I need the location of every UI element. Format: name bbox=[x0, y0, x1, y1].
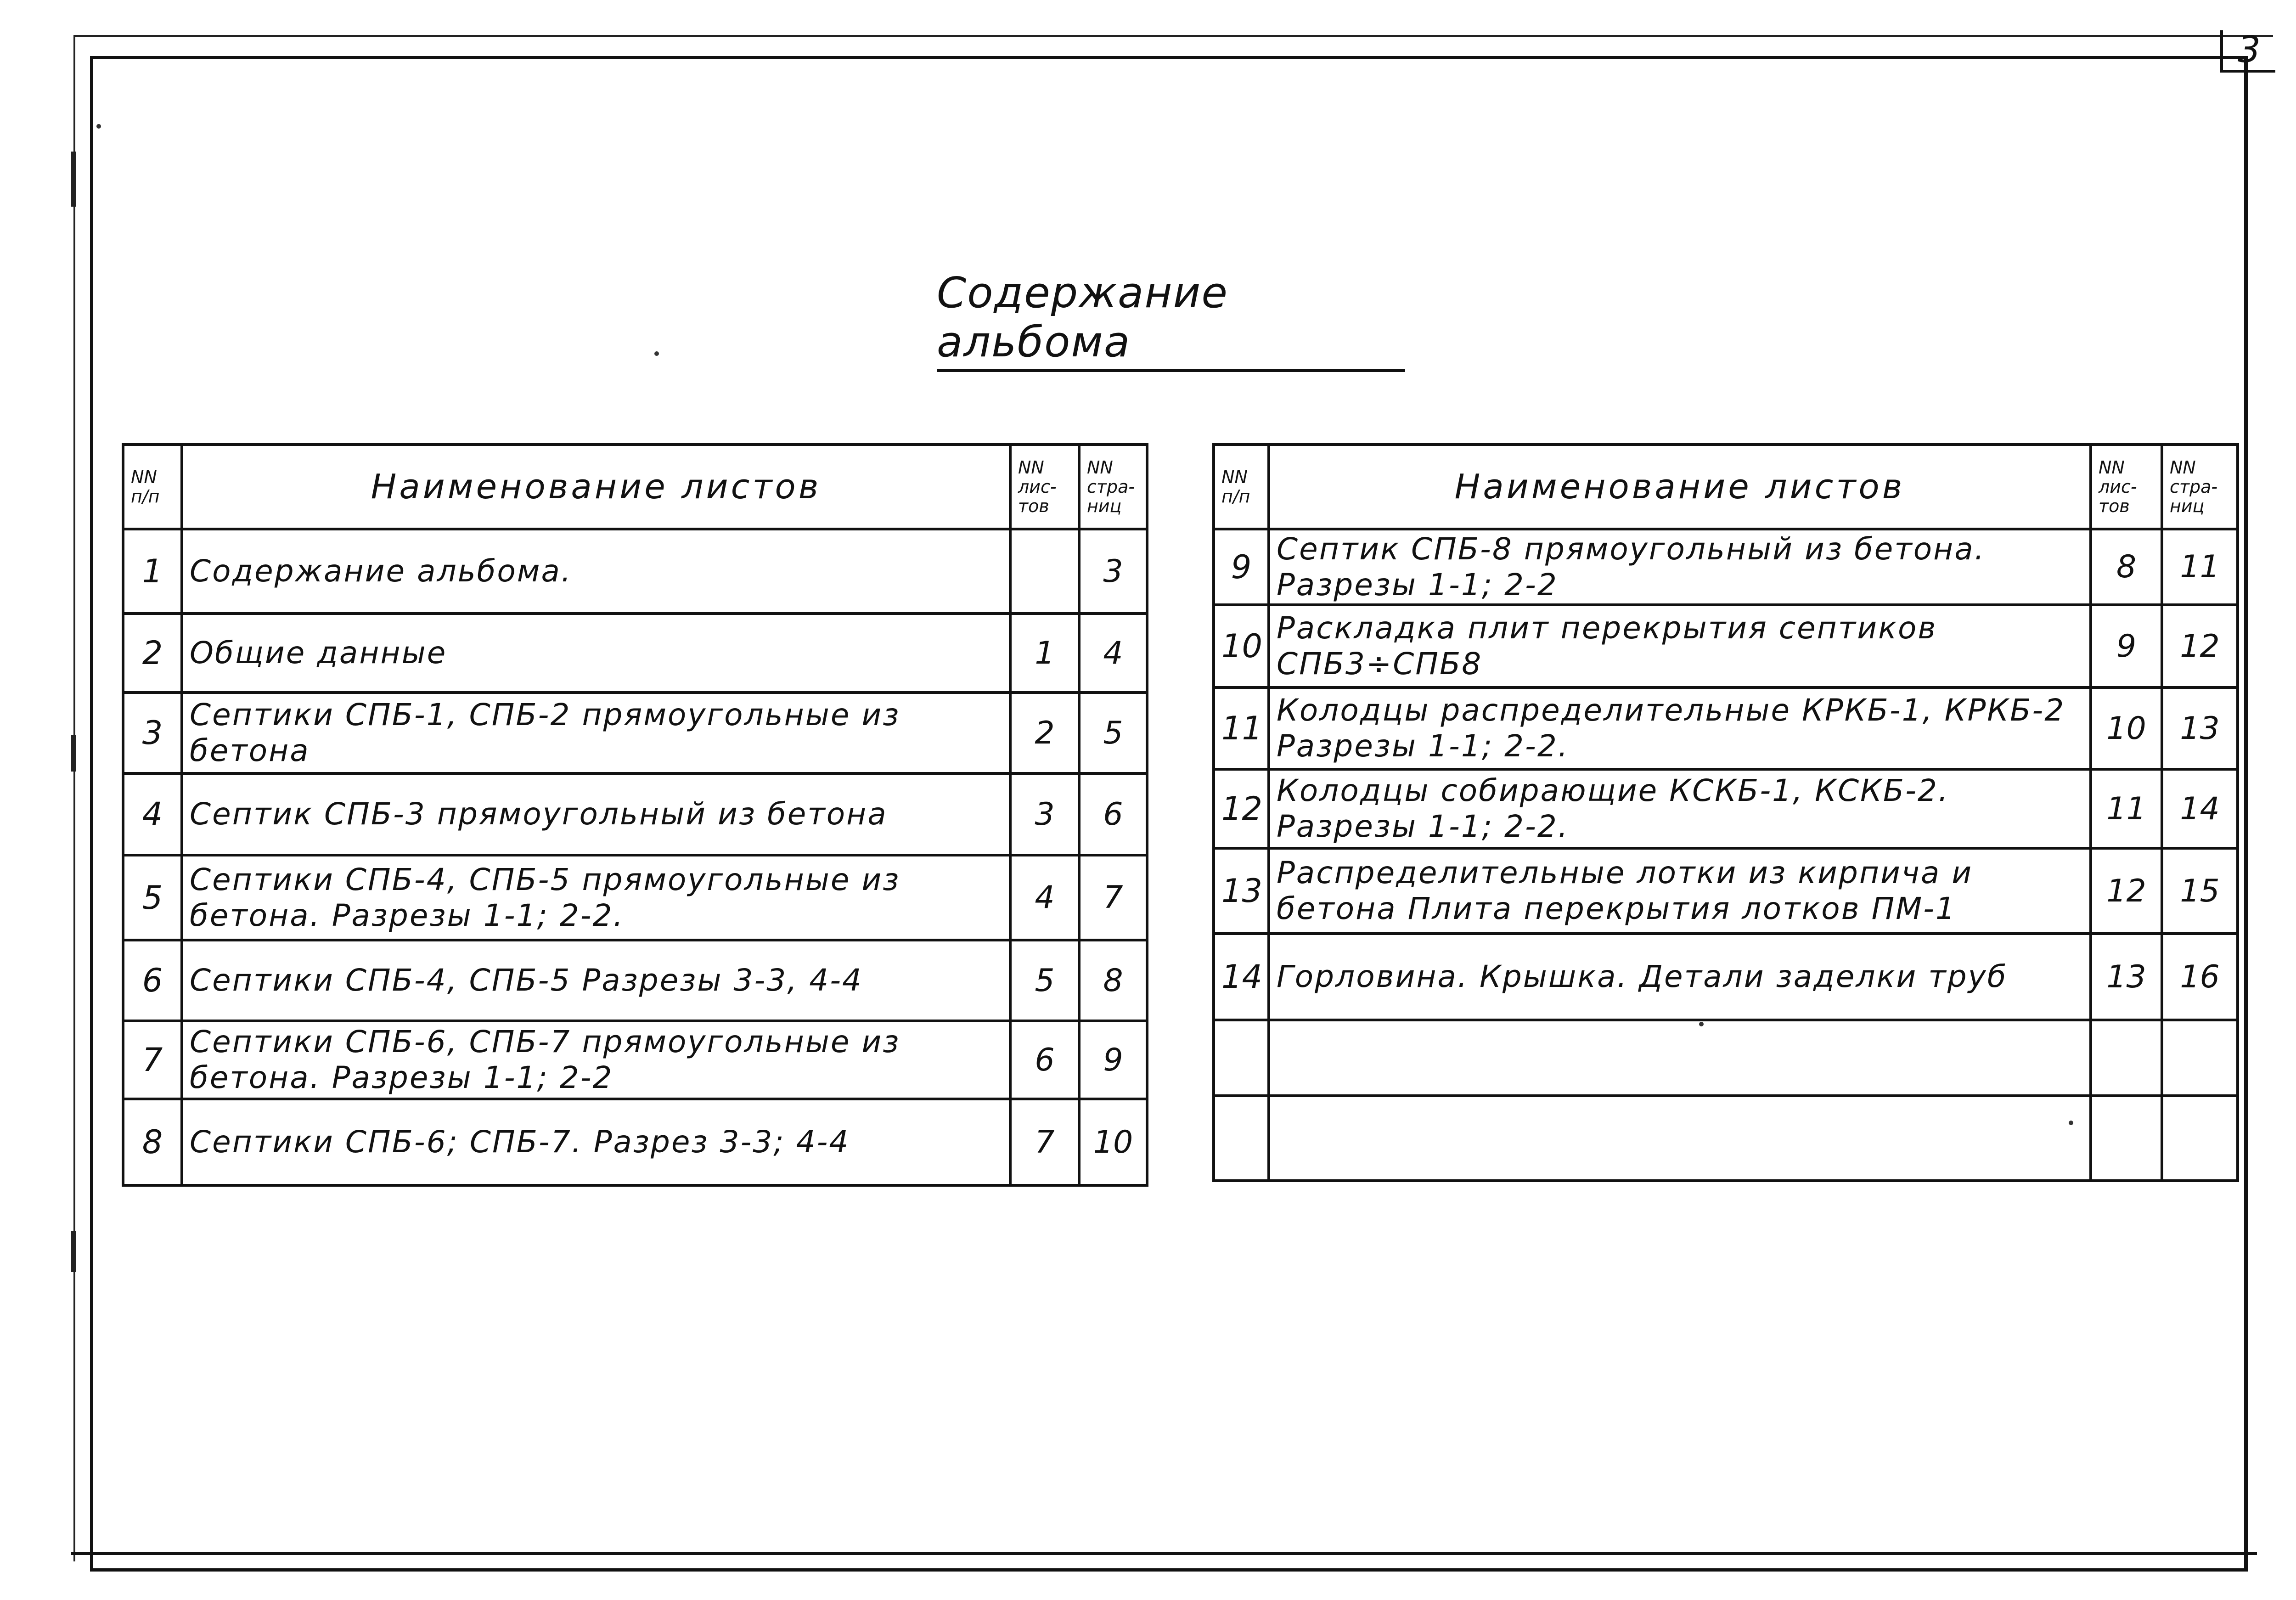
contents-left-body bbox=[123, 529, 1147, 1185]
row-pages: 5 bbox=[1079, 693, 1147, 773]
sheet-top-border bbox=[73, 35, 2273, 37]
row-sheets: 2 bbox=[1010, 693, 1079, 773]
scan-speck bbox=[2069, 1121, 2073, 1125]
row-pages: 6 bbox=[1079, 773, 1147, 855]
page-title: Содержание альбома bbox=[937, 317, 1405, 372]
table-row bbox=[123, 529, 1147, 614]
header-sheets: NN лис-тов bbox=[2091, 445, 2162, 529]
row-name: Септики СПБ-4, СПБ-5 прямоугольные из бетона. Разрезы 1-1; 2-2. bbox=[182, 855, 1010, 940]
row-sheets bbox=[2091, 1096, 2162, 1181]
row-name: Колодцы собирающие КСКБ-1, КСКБ-2. Разрезы 1-1; 2-2. bbox=[1269, 769, 2091, 848]
row-sheets: 1 bbox=[1010, 614, 1079, 693]
scan-speck bbox=[654, 351, 659, 356]
row-sheets: 6 bbox=[1010, 1021, 1079, 1099]
row-pages: 12 bbox=[2162, 605, 2238, 687]
row-number: 10 bbox=[1214, 605, 1269, 687]
table-row bbox=[1214, 1020, 2238, 1096]
row-pages bbox=[2162, 1096, 2238, 1181]
row-name: Колодцы распределительные КРКБ-1, КРКБ-2 Разрезы 1-1; 2-2. bbox=[1269, 687, 2091, 769]
row-sheets: 7 bbox=[1010, 1099, 1079, 1185]
header-name: Наименование листов bbox=[1269, 445, 2091, 529]
row-name bbox=[1269, 1096, 2091, 1181]
binding-mark bbox=[71, 1231, 76, 1272]
row-pages: 7 bbox=[1079, 855, 1147, 940]
row-pages: 15 bbox=[2162, 848, 2238, 934]
row-sheets: 3 bbox=[1010, 773, 1079, 855]
row-pages: 16 bbox=[2162, 934, 2238, 1020]
table-row bbox=[1214, 605, 2238, 687]
header-pages: NN стра-ниц bbox=[2162, 445, 2238, 529]
row-pages: 8 bbox=[1079, 940, 1147, 1021]
row-pages: 10 bbox=[1079, 1099, 1147, 1185]
sheet-left-border bbox=[73, 37, 75, 1561]
row-name: Раскладка плит перекрытия септиков СПБ3÷СПБ8 bbox=[1269, 605, 2091, 687]
row-name bbox=[1269, 1020, 2091, 1096]
header-number: NN п/п bbox=[1214, 445, 1269, 529]
contents-table-left bbox=[122, 443, 1148, 1187]
table-row bbox=[123, 693, 1147, 773]
row-sheets: 5 bbox=[1010, 940, 1079, 1021]
row-sheets: 13 bbox=[2091, 934, 2162, 1020]
row-name: Септики СПБ-4, СПБ-5 Разрезы 3-3, 4-4 bbox=[182, 940, 1010, 1021]
row-number: 13 bbox=[1214, 848, 1269, 934]
header-pages: NN стра-ниц bbox=[1079, 445, 1147, 529]
row-number: 3 bbox=[123, 693, 182, 773]
table-header-row bbox=[1214, 445, 2238, 529]
row-sheets: 11 bbox=[2091, 769, 2162, 848]
row-pages: 11 bbox=[2162, 529, 2238, 605]
table-row bbox=[1214, 529, 2238, 605]
row-name: Горловина. Крышка. Детали заделки труб bbox=[1269, 934, 2091, 1020]
sheet-number: 3 bbox=[2220, 30, 2275, 73]
row-name: Септики СПБ-6; СПБ-7. Разрез 3-3; 4-4 bbox=[182, 1099, 1010, 1185]
contents-right-body bbox=[1214, 529, 2238, 1181]
table-row bbox=[1214, 769, 2238, 848]
binding-mark bbox=[71, 735, 76, 772]
header-sheets: NN лис-тов bbox=[1010, 445, 1079, 529]
row-number: 5 bbox=[123, 855, 182, 940]
contents-table-right bbox=[1212, 443, 2239, 1182]
scan-speck bbox=[96, 124, 101, 129]
row-name: Септики СПБ-1, СПБ-2 прямоугольные из бетона bbox=[182, 693, 1010, 773]
header-name: Наименование листов bbox=[182, 445, 1010, 529]
row-pages bbox=[2162, 1020, 2238, 1096]
row-number: 4 bbox=[123, 773, 182, 855]
row-number: 6 bbox=[123, 940, 182, 1021]
row-pages: 9 bbox=[1079, 1021, 1147, 1099]
row-number: 11 bbox=[1214, 687, 1269, 769]
row-pages: 4 bbox=[1079, 614, 1147, 693]
table-row bbox=[1214, 687, 2238, 769]
row-sheets: 8 bbox=[2091, 529, 2162, 605]
row-name: Септики СПБ-6, СПБ-7 прямоугольные из бетона. Разрезы 1-1; 2-2 bbox=[182, 1021, 1010, 1099]
row-name: Распределительные лотки из кирпича и бетона Плита перекрытия лотков ПМ-1 bbox=[1269, 848, 2091, 934]
row-sheets: 9 bbox=[2091, 605, 2162, 687]
row-name: Септик СПБ-8 прямоугольный из бетона. Разрезы 1-1; 2-2 bbox=[1269, 529, 2091, 605]
row-number: 14 bbox=[1214, 934, 1269, 1020]
row-sheets: 10 bbox=[2091, 687, 2162, 769]
row-name: Содержание альбома. bbox=[182, 529, 1010, 614]
row-number: 1 bbox=[123, 529, 182, 614]
row-pages: 3 bbox=[1079, 529, 1147, 614]
table-header-row bbox=[123, 445, 1147, 529]
row-number: 12 bbox=[1214, 769, 1269, 848]
table-row bbox=[123, 773, 1147, 855]
row-sheets: 4 bbox=[1010, 855, 1079, 940]
row-sheets bbox=[2091, 1020, 2162, 1096]
header-number: NN п/п bbox=[123, 445, 182, 529]
row-number: 9 bbox=[1214, 529, 1269, 605]
table-row bbox=[1214, 934, 2238, 1020]
table-row bbox=[123, 940, 1147, 1021]
table-row bbox=[123, 855, 1147, 940]
sheet-bottom-border bbox=[71, 1552, 2257, 1555]
row-name: Общие данные bbox=[182, 614, 1010, 693]
binding-mark bbox=[71, 152, 76, 207]
row-number bbox=[1214, 1096, 1269, 1181]
table-row bbox=[123, 1099, 1147, 1185]
table-row bbox=[1214, 848, 2238, 934]
row-name: Септик СПБ-3 прямоугольный из бетона bbox=[182, 773, 1010, 855]
row-sheets: 12 bbox=[2091, 848, 2162, 934]
row-pages: 13 bbox=[2162, 687, 2238, 769]
row-pages: 14 bbox=[2162, 769, 2238, 848]
row-number: 7 bbox=[123, 1021, 182, 1099]
table-row bbox=[123, 1021, 1147, 1099]
scan-speck bbox=[1699, 1022, 1704, 1026]
row-number: 2 bbox=[123, 614, 182, 693]
row-number: 8 bbox=[123, 1099, 182, 1185]
table-row bbox=[1214, 1096, 2238, 1181]
row-sheets bbox=[1010, 529, 1079, 614]
table-row bbox=[123, 614, 1147, 693]
row-number bbox=[1214, 1020, 1269, 1096]
